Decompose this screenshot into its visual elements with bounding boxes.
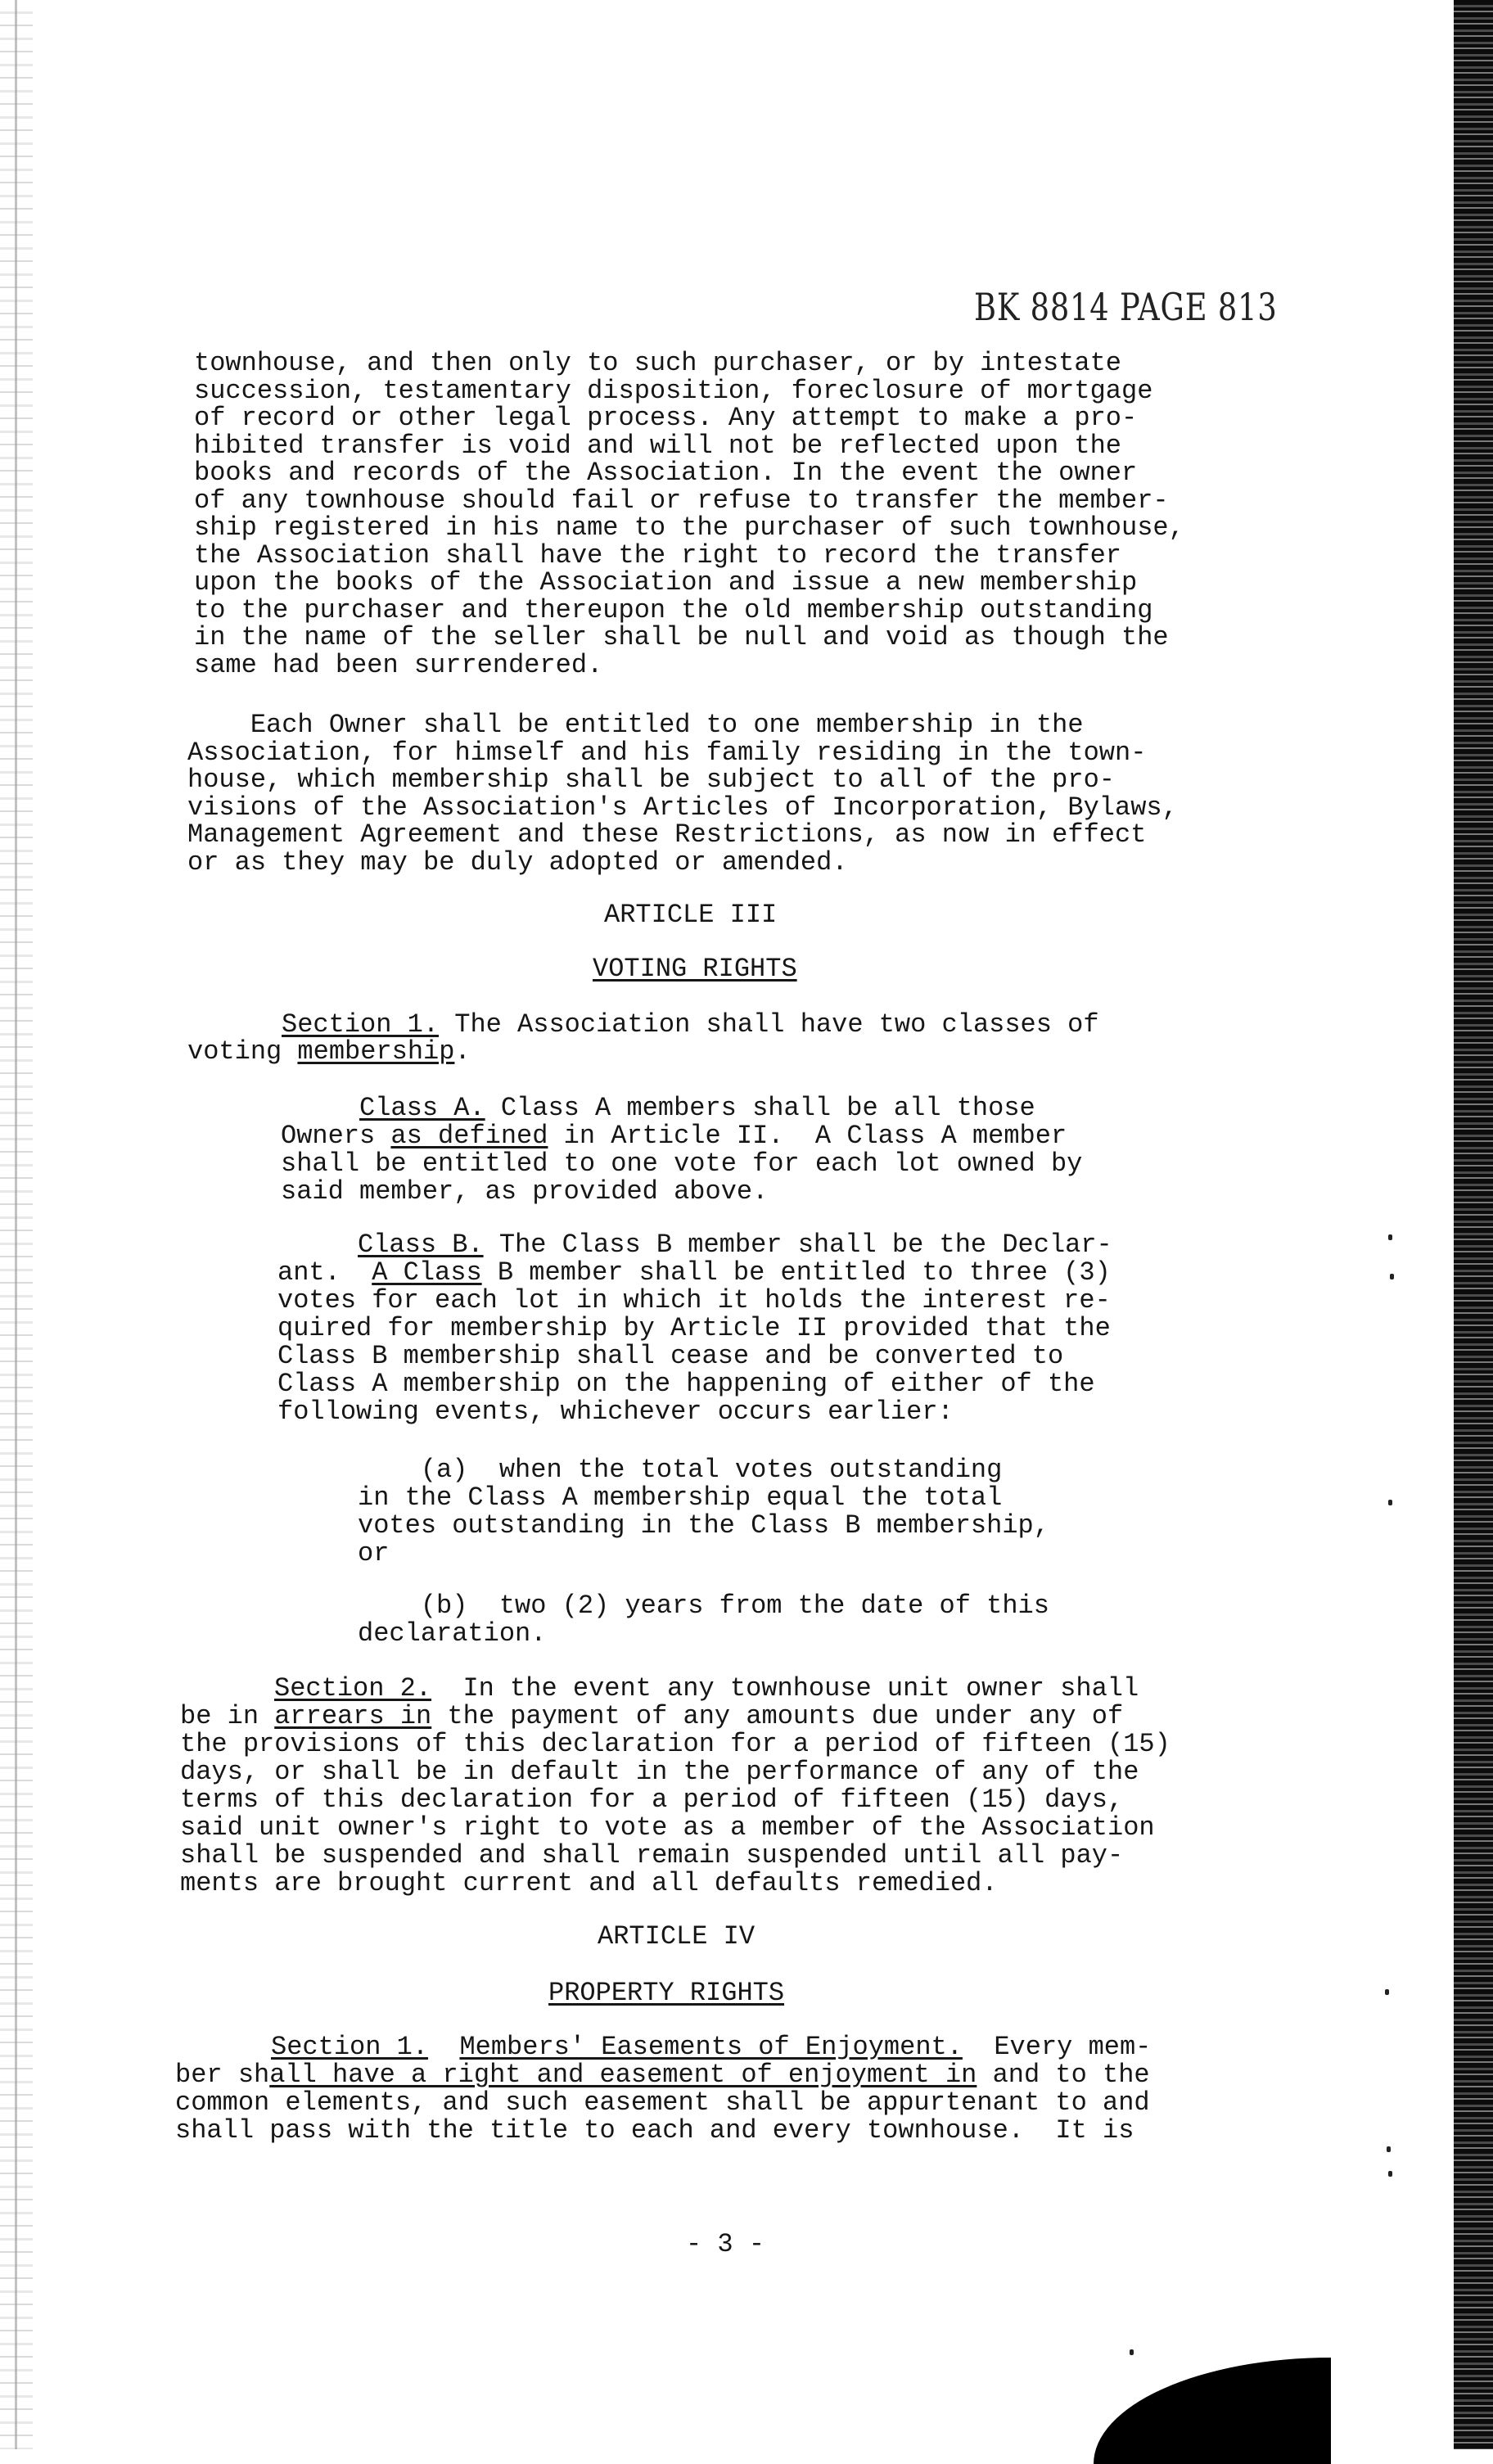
section-2-be-in: be in — [180, 1701, 275, 1731]
item-a: (a) when the total votes outstanding in the Class A membership equal the total votes outstanding in the Class B membership, or — [358, 1455, 1049, 1568]
scan-left-line — [15, 0, 17, 2449]
article-iv-heading: ARTICLE IV — [598, 1921, 756, 1952]
paragraph-transfer: townhouse, and then only to such purchaser, or by intestate succession, testamentary disposition, foreclosure of mortgage of record or other legal process. Any attempt to make a pro- hibited transfer is void and will not be reflected upon the books and records of the Association. In the event the owner of any townhouse should fail or refuse to transfer the member- ship registered in his name to the purchaser of such townhouse, the Association shall have the right to record the transfer upon the books of the Association and issue a new membership to the purchaser and thereupon the old membership outstanding in the name of the seller shall be null and void as though the same had been surrendered. — [194, 348, 1184, 680]
section-2-underlined: arrears in — [274, 1701, 432, 1731]
section-2-text: In the event any townhouse unit owner shall — [431, 1673, 1139, 1704]
class-b-label: Class B. — [358, 1230, 484, 1260]
scan-speck — [1130, 2349, 1134, 2355]
section-1-line1 — [282, 1011, 1099, 1039]
section-2-body — [180, 1703, 1170, 1898]
scan-speck — [1388, 1234, 1392, 1240]
class-b-rest: B member shall be entitled to three (3) votes for each lot in which it holds the interest re- quired for membership by Article II provided that the Class B membership shall cease and be converted to Class A membership on the happening of either of the following events, whichever occurs earlier: — [277, 1257, 1111, 1427]
section-2-rest: the payment of any amounts due under any of the provisions of this declaration for a period of fifteen (15) days, or shall be in default in the performance of any of the terms of this declaration for a period of fifteen (15) days, said unit owner's right to vote as a member of the Association shall be suspended and shall remain suspended until all pay- ments are brought current and all defaults remedied. — [180, 1701, 1170, 1898]
class-b-ant: ant. — [277, 1257, 372, 1288]
section-1-text: The Association shall have two classes of — [439, 1009, 1099, 1040]
class-a-line1 — [359, 1094, 1035, 1122]
class-a-label: Class A. — [359, 1093, 485, 1123]
scan-speck — [1388, 1500, 1392, 1505]
section-2-label: Section 2. — [274, 1673, 432, 1704]
scan-speck — [1388, 2171, 1392, 2177]
scan-corner-blot — [1094, 2358, 1331, 2464]
class-a-rest: in Article II. A Class A member shall be entitled to one vote for each lot owned by said member, as provided above. — [281, 1121, 1083, 1207]
scan-speck — [1385, 1989, 1389, 1995]
voting-rights-heading: VOTING RIGHTS — [593, 954, 797, 984]
paragraph-owner-membership: Each Owner shall be entitled to one membership in the Association, for himself and his family residing in the town- house, which membership shall be subject to all of the pro- visions of the Association's Articles of Incorporation, Bylaws, Management Agreement and these Restrictions, as now in effect or as they may be duly adopted or amended. — [187, 710, 1178, 878]
class-b-body — [277, 1259, 1111, 1426]
section-1-label: Section 1. — [282, 1009, 440, 1040]
book-page-reference: BK 8814 PAGE 813 — [974, 285, 1278, 329]
scan-right-strip — [1454, 0, 1493, 2449]
property-rights-heading: PROPERTY RIGHTS — [548, 1978, 785, 2008]
section-1-line2: voting membership. — [187, 1036, 471, 1067]
article-iii-heading: ARTICLE III — [604, 900, 778, 930]
section-4-1-underlined: all have a right and easement of enjoyment in — [269, 2060, 977, 2090]
class-b-text: The Class B member shall be the Declar- — [483, 1230, 1112, 1260]
section-4-1-text: Every mem- — [962, 2032, 1152, 2062]
section-4-1-line1 — [271, 2033, 1151, 2061]
section-4-1-ber-sh: ber sh — [175, 2060, 270, 2090]
class-a-underlined: as defined — [390, 1121, 548, 1151]
page-number: - 3 - — [686, 2229, 765, 2259]
class-a-body — [281, 1122, 1082, 1206]
section-4-1-body — [175, 2061, 1150, 2145]
section-4-1-heading: Members' Easements of Enjoyment. — [459, 2032, 963, 2062]
class-a-owners: Owners — [281, 1121, 391, 1151]
class-a-text: Class A members shall be all those — [485, 1093, 1035, 1123]
section-4-1-label: Section 1. — [271, 2032, 429, 2062]
section-1-underlined-word: membership — [297, 1036, 455, 1067]
class-b-underlined: A Class — [372, 1257, 482, 1288]
scan-speck — [1387, 2146, 1391, 2152]
item-b: (b) two (2) years from the date of this declaration. — [358, 1591, 1049, 1649]
section-4-1-rest: and to the common elements, and such easement shall be appurtenant to and shall pass with the title to each and every townhouse. It is — [175, 2060, 1150, 2146]
class-b-line1 — [358, 1231, 1112, 1259]
scan-speck — [1390, 1274, 1394, 1279]
section-2-line1 — [274, 1675, 1139, 1703]
